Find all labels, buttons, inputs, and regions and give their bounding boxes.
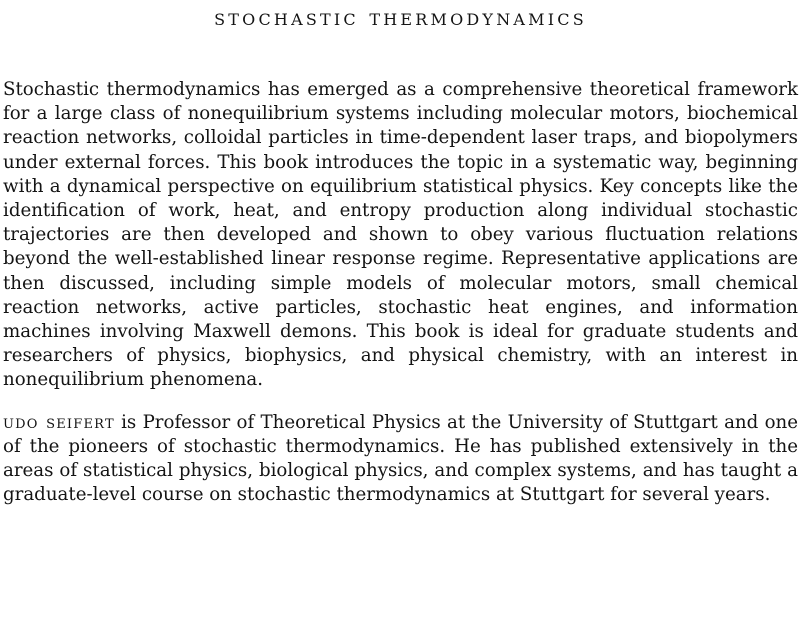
book-blurb-page (3, 0, 798, 507)
author-bio-text: is Professor of Theoretical Physics at the University of Stuttgart and one of the pioneers of stochastic thermodynamics. He has published extensively in the areas of statistical physics, biological physics, and complex systems, and has taught a graduate-level course on stochastic thermodynamics at Stuttgart for several years. (3, 411, 798, 506)
author-biography (3, 411, 798, 508)
book-description: Stochastic thermodynamics has emerged as a comprehensive theoretical framework for a large class of nonequilibrium systems including molecular motors, biochemical reaction networks, colloidal particles in time-dependent laser traps, and biopolymers under external forces. This book introduces the topic in a systematic way, beginning with a dynamical perspective on equilibrium statistical physics. Key concepts like the identification of work, heat, and entropy production along individual stochastic trajectories are then developed and shown to obey various fluctuation relations beyond the well-established linear response regime. Representative applications are then discussed, including simple models of molecular motors, small chemical reaction networks, active particles, stochastic heat engines, and information machines involving Maxwell demons. This book is ideal for graduate students and researchers of physics, biophysics, and physical chemistry, with an interest in nonequilibrium phenomena. (3, 79, 798, 391)
author-name: udo seifert (3, 411, 115, 433)
book-title: stochastic thermodynamics (214, 5, 587, 31)
